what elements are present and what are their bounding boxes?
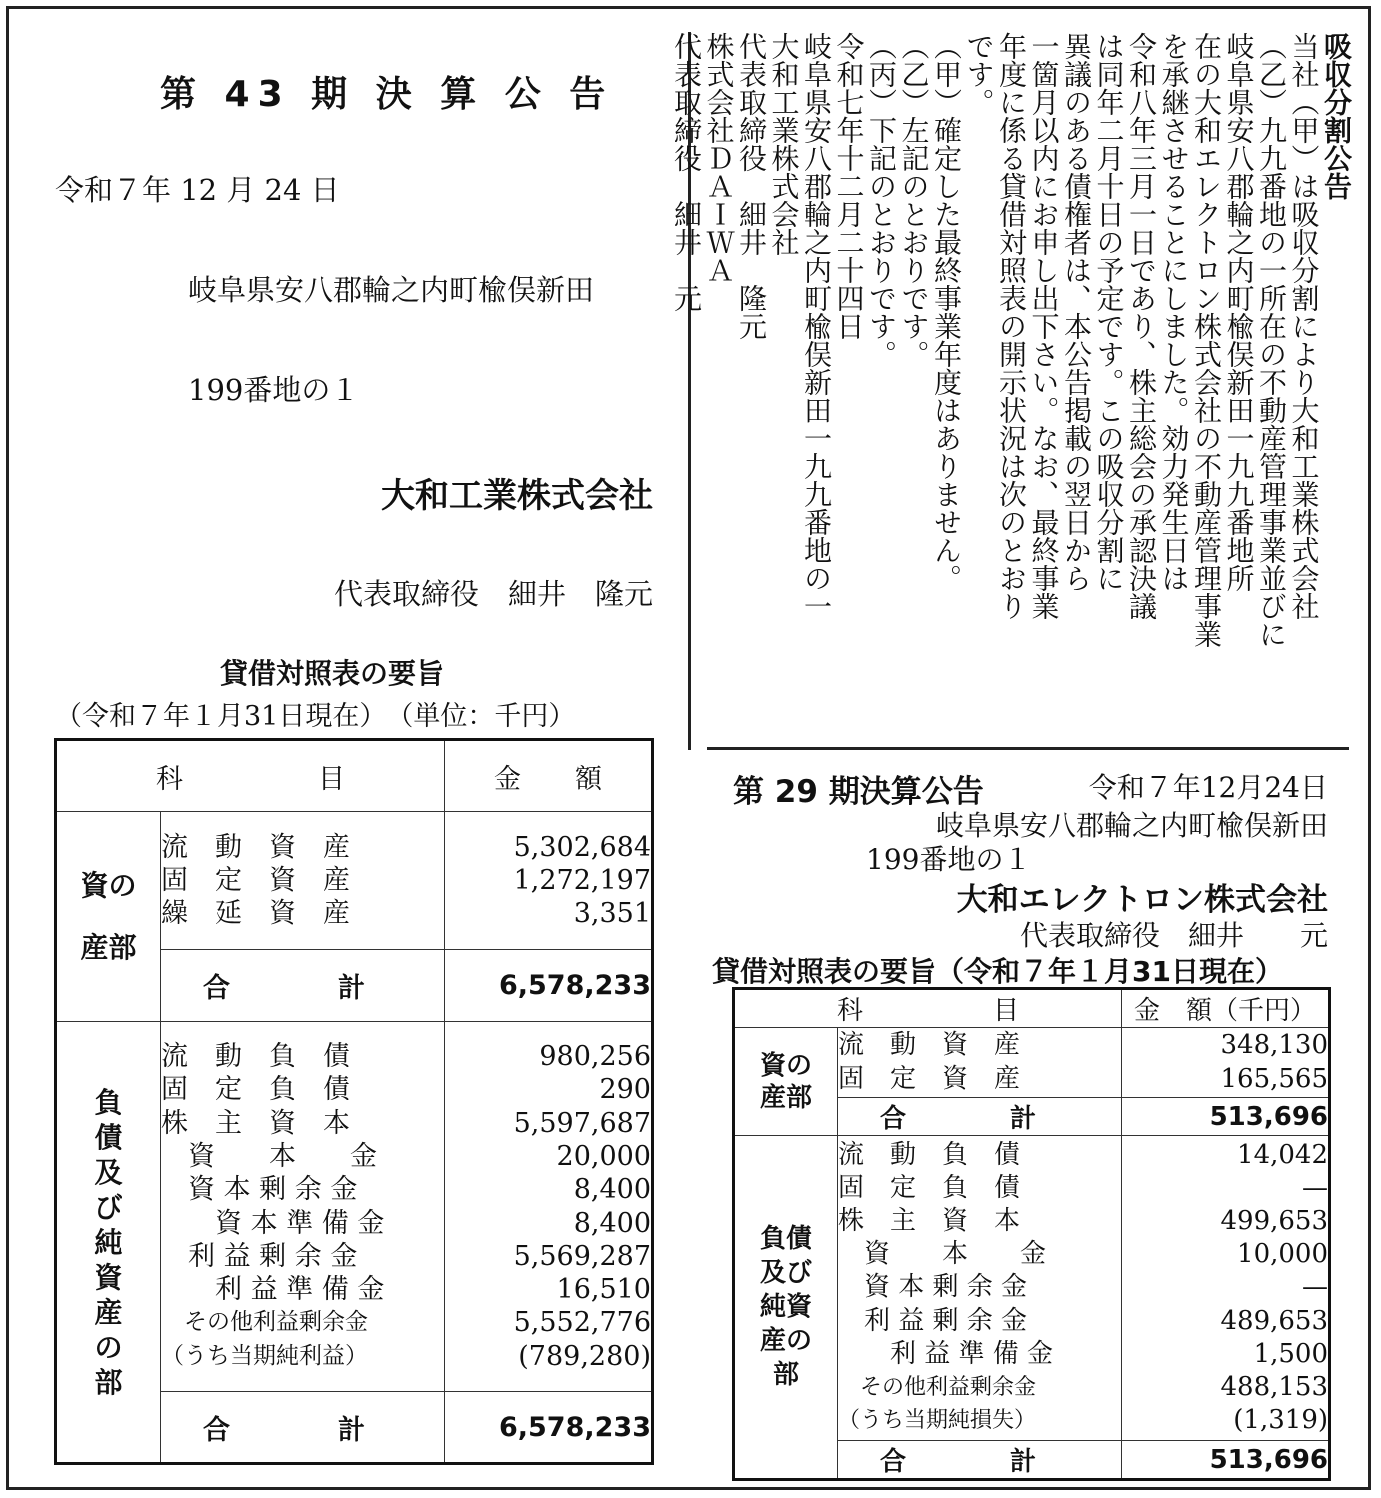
right-liab-label: 利 益 剰 余 金: [838, 1305, 1028, 1336]
notice-column: （丙）下記のとおりです。: [865, 32, 898, 368]
right-liab-value: 14,042: [1237, 1139, 1329, 1170]
right-liab-label: （うち当期純損失）: [838, 1408, 1037, 1434]
right-assets-category: 資の産部: [734, 1028, 838, 1136]
left-assets-values: [445, 812, 653, 950]
right-asset-value: 348,130: [1220, 1030, 1329, 1061]
left-liab-value: (789,280): [518, 1340, 651, 1372]
right-assets-total-value: 513,696: [1122, 1098, 1330, 1136]
right-liab-label: その他利益剰余金: [838, 1374, 1037, 1400]
left-asset-label: 固 定 資 産: [161, 864, 350, 896]
left-liab-category: 負債及び純資産の部: [56, 1022, 161, 1464]
left-liab-label: 利 益 剰 余 金: [161, 1240, 358, 1272]
notice-column: 当社（甲）は吸収分割により大和工業株式会社: [1287, 32, 1321, 620]
notice-column: 異議のある債権者は、本公告掲載の翌日から: [1060, 32, 1093, 592]
left-liab-label: その他利益剰余金: [161, 1309, 368, 1336]
left-liab-values: [445, 1022, 653, 1392]
left-address-2: 199番地の１: [188, 373, 360, 407]
right-liab-value: —: [1302, 1172, 1329, 1203]
right-liab-value: 488,153: [1220, 1371, 1329, 1402]
left-liab-value: 5,597,687: [513, 1107, 651, 1139]
left-date: 令和７年 12 月 24 日: [55, 173, 340, 207]
notice-column: 株式会社ＤＡＩＷＡ: [702, 32, 736, 284]
left-liab-label: 利 益 準 備 金: [161, 1274, 385, 1306]
right-liab-value: 1,500: [1253, 1338, 1329, 1369]
left-assets-category: 資の産部: [56, 812, 161, 1022]
left-liab-label: 資 本 準 備 金: [161, 1207, 385, 1239]
right-assets-values: [1122, 1028, 1330, 1098]
left-assets-total-label: 合 計: [161, 950, 445, 1022]
notice-column: 令和七年十二月二十四日: [832, 32, 866, 340]
right-liab-value: (1,319): [1233, 1405, 1329, 1436]
left-liab-total-value: 6,578,233: [445, 1392, 653, 1464]
left-liab-value: 5,552,776: [513, 1307, 651, 1339]
notice-column: （乙）九九番地の一所在の不動産管理事業並びに: [1255, 32, 1288, 648]
right-header-item: 科 目: [734, 989, 1122, 1028]
right-address-2: 199番地の１: [866, 843, 1032, 876]
notice-column: 在の大和エレクトロン株式会社の不動産管理事業: [1190, 32, 1223, 648]
right-bs-title: 貸借対照表の要旨（令和７年１月31日現在）: [712, 955, 1283, 988]
right-asset-value: 165,565: [1220, 1063, 1329, 1094]
right-liab-value: 489,653: [1220, 1305, 1329, 1336]
notice-column: 岐阜県安八郡輪之内町楡俣新田一九九番地所: [1222, 32, 1256, 592]
left-as-of: （令和７年１月31日現在） （単位：千円）: [55, 701, 576, 732]
left-liab-value: 5,569,287: [513, 1240, 651, 1272]
right-liab-label: 固 定 負 債: [838, 1172, 1021, 1203]
right-assets-total-label: 合 計: [838, 1098, 1122, 1136]
right-liab-values: [1122, 1136, 1330, 1441]
left-address-1: 岐阜県安八郡輪之内町楡俣新田: [188, 273, 595, 307]
notice-column: 令和八年三月一日であり、株主総会の承認決議: [1125, 32, 1158, 620]
split-notice: [670, 32, 1353, 748]
notice-column: を承継させることにしました。効力発生日は: [1157, 32, 1191, 592]
right-liab-label: 利 益 準 備 金: [838, 1338, 1054, 1369]
notice-column: 代表取締役 細井 隆元: [735, 32, 768, 340]
left-assets-total-value: 6,578,233: [445, 950, 653, 1022]
left-liab-label: 固 定 負 債: [161, 1074, 350, 1106]
left-asset-value: 5,302,684: [513, 831, 651, 863]
left-header-item: 科 目: [56, 740, 445, 812]
right-representative: 代表取締役 細井 元: [1019, 919, 1328, 952]
right-address-1: 岐阜県安八郡輪之内町楡俣新田: [935, 809, 1328, 842]
right-header-amount: 金 額（千円）: [1122, 989, 1330, 1028]
right-assets-labels: [838, 1028, 1122, 1098]
left-header-amount: 金 額: [445, 740, 653, 812]
left-liab-label: 資 本 金: [161, 1140, 377, 1172]
left-title: 第 43 期 決 算 公 告: [160, 74, 614, 115]
left-liab-labels: [161, 1022, 445, 1392]
notice-column: 岐阜県安八郡輪之内町楡俣新田一九九番地の一: [800, 32, 833, 620]
right-liab-label: 資 本 剰 余 金: [838, 1272, 1028, 1303]
right-date: 令和７年12月24日: [1088, 771, 1328, 804]
notice-column: 代表取締役 細井 元: [670, 32, 703, 312]
left-assets-labels: [161, 812, 445, 950]
right-asset-label: 流 動 資 産: [838, 1030, 1021, 1061]
right-asset-label: 固 定 資 産: [838, 1063, 1021, 1094]
right-liab-total-label: 合 計: [838, 1441, 1122, 1480]
left-liab-value: 8,400: [573, 1207, 651, 1239]
notice-column: 一箇月以内にお申し出下さい。なお、最終事業: [1027, 32, 1061, 620]
right-liab-label: 資 本 金: [838, 1239, 1047, 1270]
left-liab-value: 20,000: [556, 1140, 651, 1172]
notice-column: （乙）左記のとおりです。: [897, 32, 931, 368]
right-liab-label: 株 主 資 本: [838, 1206, 1021, 1237]
left-asset-value: 3,351: [573, 898, 651, 930]
left-liab-value: 980,256: [539, 1041, 651, 1073]
left-liab-value: 16,510: [556, 1274, 651, 1306]
left-balance-table: [54, 738, 654, 1465]
left-asset-value: 1,272,197: [513, 864, 651, 896]
horizontal-divider: [707, 747, 1349, 750]
left-bs-title: 貸借対照表の要旨: [220, 657, 445, 690]
notice-title: 吸収分割公告: [1320, 32, 1353, 200]
left-liab-label: （うち当期純利益）: [161, 1342, 368, 1369]
left-asset-label: 繰 延 資 産: [161, 898, 350, 930]
notice-column: 年度に係る貸借対照表の開示状況は次のとおり: [995, 32, 1028, 620]
right-liab-labels: [838, 1136, 1122, 1441]
right-balance-table: [732, 987, 1331, 1481]
left-asset-label: 流 動 資 産: [161, 831, 350, 863]
right-title: 第 29 期決算公告: [733, 774, 984, 810]
right-liab-value: —: [1302, 1272, 1329, 1303]
notice-column: （甲）確定した最終事業年度はありません。: [930, 32, 963, 592]
right-company: 大和エレクトロン株式会社: [956, 882, 1328, 918]
right-liab-value: 10,000: [1237, 1239, 1329, 1270]
left-liab-label: 流 動 負 債: [161, 1041, 350, 1073]
left-liab-total-label: 合 計: [161, 1392, 445, 1464]
left-company: 大和工業株式会社: [381, 476, 653, 516]
notice-column: 大和工業株式会社: [767, 32, 801, 256]
left-liab-value: 8,400: [573, 1174, 651, 1206]
right-liab-total-value: 513,696: [1122, 1441, 1330, 1480]
notice-column: は同年二月十日の予定です。この吸収分割に: [1092, 32, 1126, 592]
right-liab-value: 499,653: [1220, 1206, 1329, 1237]
right-liab-label: 流 動 負 債: [838, 1139, 1021, 1170]
left-liab-label: 株 主 資 本: [161, 1107, 350, 1139]
right-liab-category: 負債及び純資産の部: [734, 1136, 838, 1480]
left-representative: 代表取締役 細井 隆元: [333, 577, 653, 611]
left-liab-label: 資 本 剰 余 金: [161, 1174, 358, 1206]
notice-column: です。: [962, 32, 996, 116]
left-liab-value: 290: [599, 1074, 651, 1106]
